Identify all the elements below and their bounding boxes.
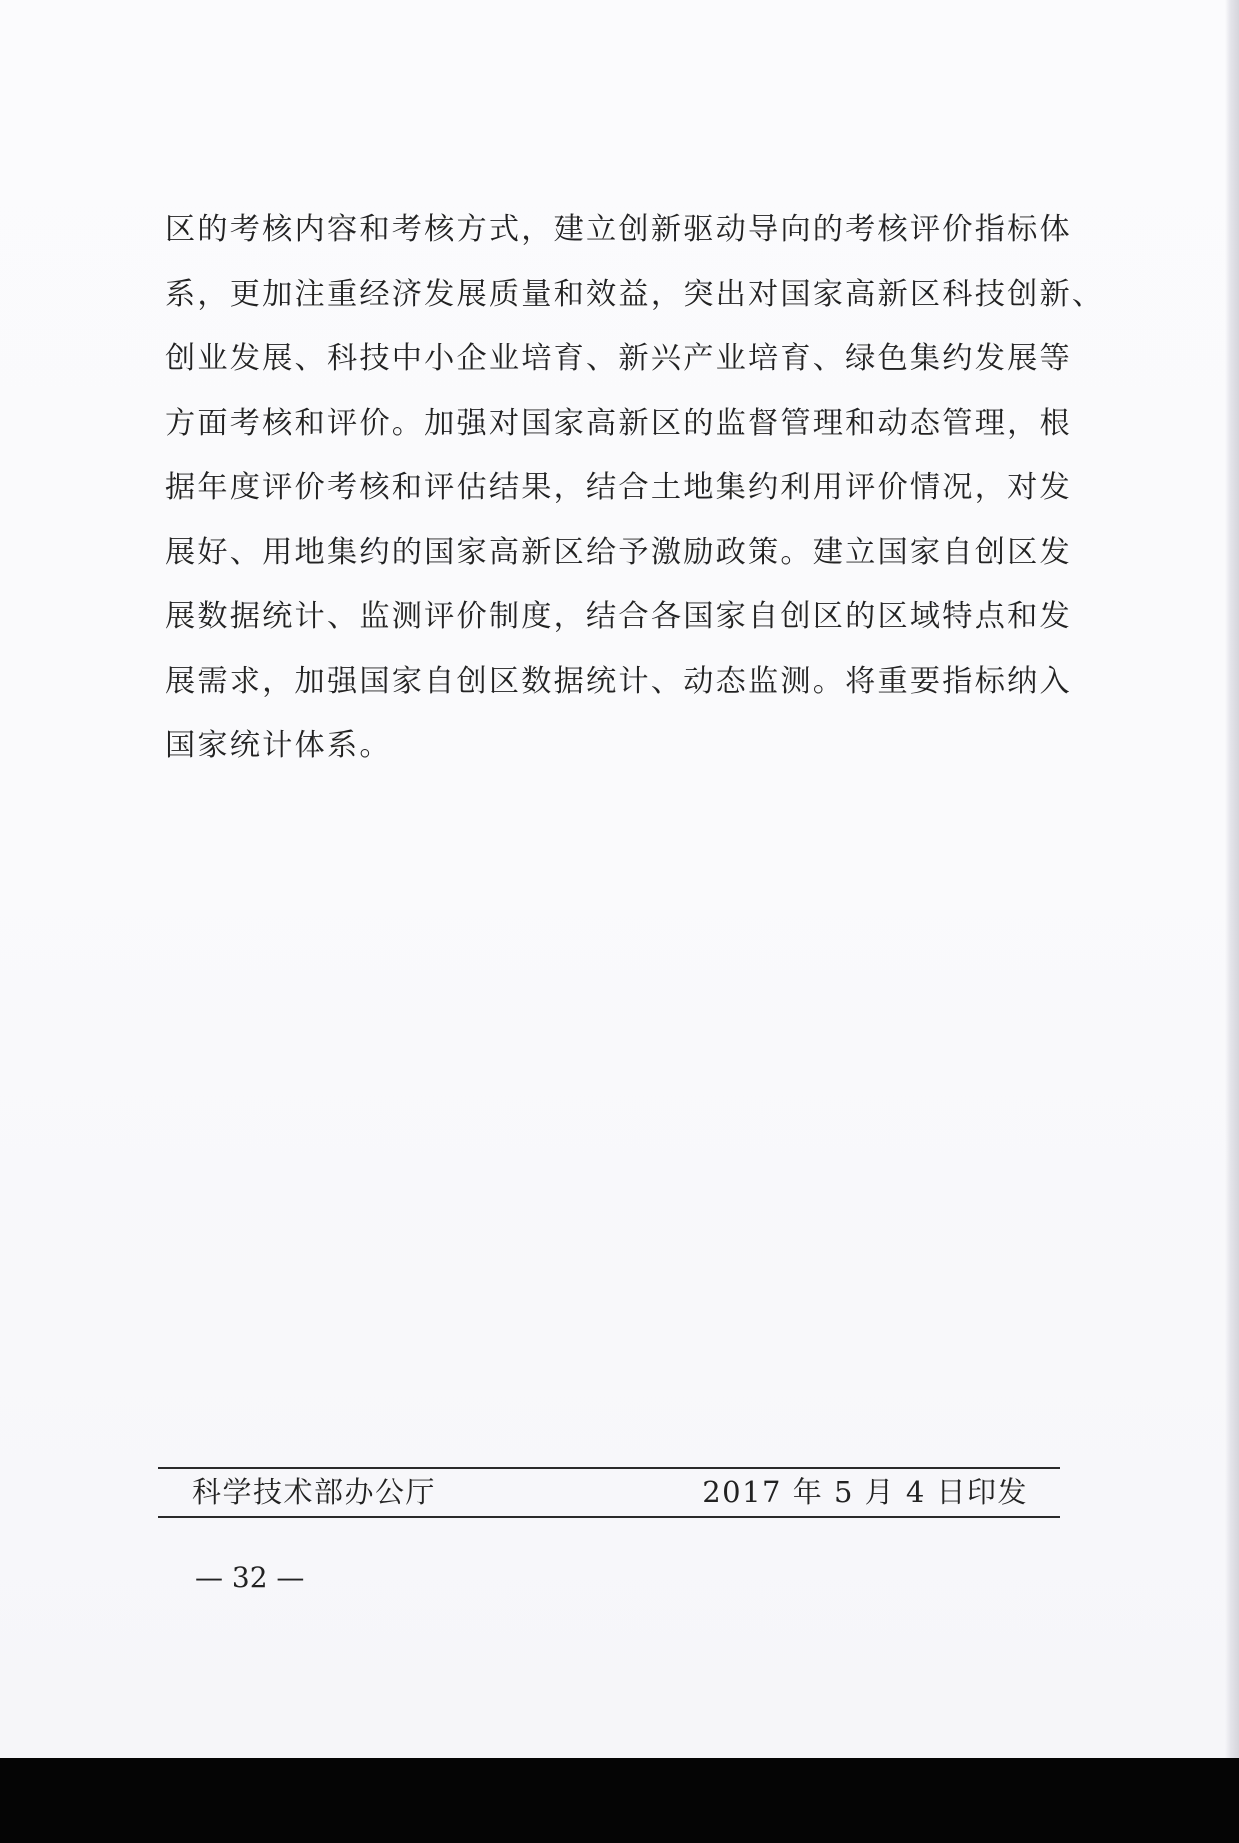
body-line: 展需求，加强国家自创区数据统计、动态监测。将重要指标纳入 <box>165 663 1072 699</box>
body-line: 展数据统计、监测评价制度，结合各国家自创区的区域特点和发 <box>165 599 1072 634</box>
footer-bottom-rule <box>158 1516 1060 1518</box>
body-paragraph <box>165 198 1105 779</box>
body-line: 国家统计体系。 <box>165 728 392 763</box>
scan-bottom-border <box>0 1758 1239 1843</box>
issue-date: 2017 年 5 月 4 日印发 <box>702 1475 1028 1509</box>
body-line: 区的考核内容和考核方式，建立创新驱动导向的考核评价指标体 <box>165 212 1072 247</box>
page-number: — 32 — <box>195 1561 305 1594</box>
body-line: 展好、用地集约的国家高新区给予激励政策。建立国家自创区发 <box>165 534 1072 570</box>
footer-top-rule <box>158 1467 1060 1469</box>
body-line: 系，更加注重经济发展质量和效益，突出对国家高新区科技创新、 <box>165 276 1105 312</box>
body-line: 据年度评价考核和评估结果，结合土地集约利用评价情况，对发 <box>165 470 1072 505</box>
body-line: 方面考核和评价。加强对国家高新区的监督管理和动态管理，根 <box>165 405 1072 441</box>
page-edge-shadow <box>1225 0 1239 1758</box>
body-line: 创业发展、科技中小企业培育、新兴产业培育、绿色集约发展等 <box>165 341 1072 376</box>
issuing-office: 科学技术部办公厅 <box>192 1475 437 1509</box>
